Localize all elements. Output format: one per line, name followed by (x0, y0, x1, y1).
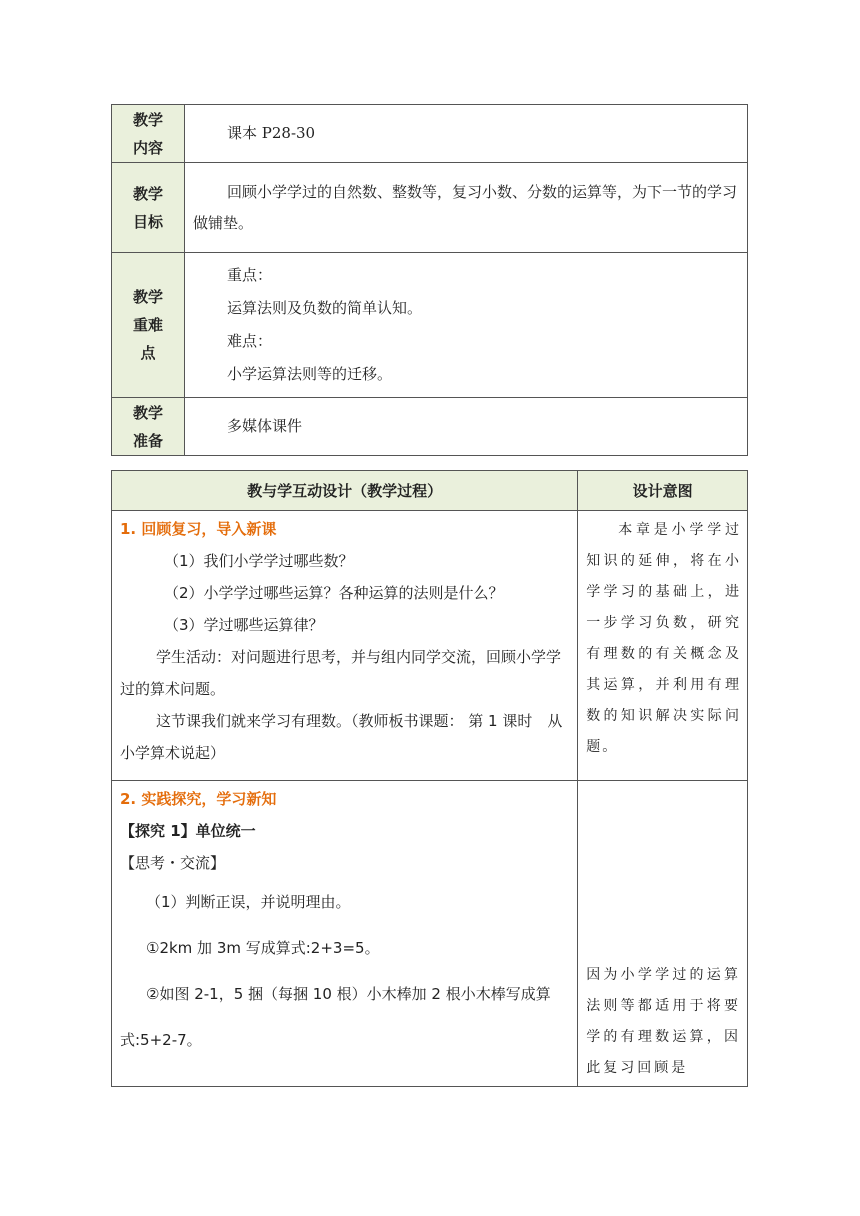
item-2: ②如图 2-1，5 捆（每捆 10 根）小木棒加 2 根小木棒写成算式:5+2-7。 (120, 985, 551, 1049)
label-goal: 教学 目标 (112, 163, 185, 253)
question-1: （1）我们小学学过哪些数？ (164, 552, 354, 570)
label-key-points: 教学 重难 点 (112, 253, 185, 398)
value-prep: 多媒体课件 (185, 398, 748, 456)
section2-content (112, 781, 578, 1087)
label-prep: 教学 准备 (112, 398, 185, 456)
section1-row (112, 511, 748, 781)
row-key-points (112, 253, 748, 398)
question-2: （2）小学学过哪些运算？各种运算的法则是什么？ (164, 584, 504, 602)
question-3: （3）学过哪些运算律？ (164, 616, 324, 634)
process-table (111, 470, 748, 1087)
section1-intent: 本章是小学学过知识的延伸，将在小学学习的基础上，进一步学习负数，研究有理数的有关概念及其运算，并利用有理数的知识解决实际问题。 (578, 511, 748, 781)
item-1: ①2km 加 3m 写成算式:2+3=5。 (146, 939, 380, 957)
section1-content (112, 511, 578, 781)
explore-1-heading: 【探究 1】单位统一 (120, 822, 256, 840)
lesson-info-table (111, 104, 748, 456)
section2-title: 2. 实践探究，学习新知 (120, 790, 277, 808)
value-content: 课本 P28-30 (185, 105, 748, 163)
value-key-points: 重点： 运算法则及负数的简单认知。 难点： 小学运算法则等的迁移。 (185, 253, 748, 398)
label-content: 教学 内容 (112, 105, 185, 163)
header-process: 教与学互动设计（教学过程） (112, 471, 578, 511)
section2-row (112, 781, 748, 1087)
value-goal: 回顾小学学过的自然数、整数等，复习小数、分数的运算等，为下一节的学习做铺垫。 (185, 163, 748, 253)
lesson-title-note: 这节课我们就来学习有理数。（教师板书课题： 第 1 课时 从小学算术说起） (120, 712, 563, 762)
row-prep (112, 398, 748, 456)
task-judge: （1）判断正误，并说明理由。 (146, 893, 351, 911)
section1-title: 1. 回顾复习，导入新课 (120, 520, 277, 538)
section2-intent: 因为小学学过的运算法则等都适用于将要学的有理数运算，因此复习回顾是 (578, 781, 748, 1087)
row-goal (112, 163, 748, 253)
process-header-row (112, 471, 748, 511)
think-exchange-heading: 【思考・交流】 (120, 854, 226, 872)
row-content (112, 105, 748, 163)
student-activity: 学生活动：对问题进行思考，并与组内同学交流，回顾小学学过的算术问题。 (120, 648, 562, 698)
header-intent: 设计意图 (578, 471, 748, 511)
